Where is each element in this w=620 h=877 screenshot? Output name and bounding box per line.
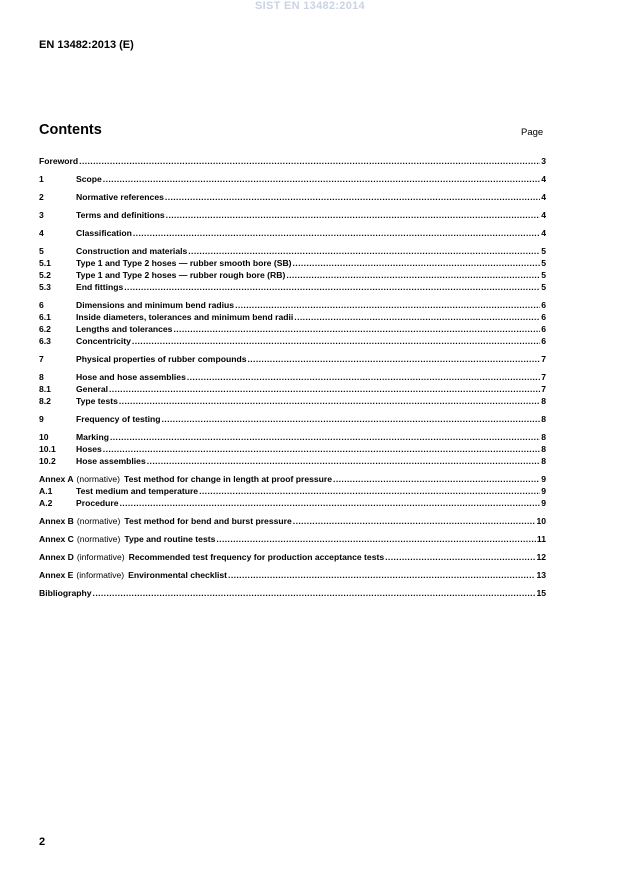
toc-annex-type: (informative) (76, 552, 125, 562)
leader-dots (188, 245, 540, 257)
toc-number: A.2 (39, 498, 53, 508)
toc-entry-8[interactable] (39, 371, 546, 383)
toc-title: Concentricity (76, 336, 131, 346)
toc-title: Recommended test frequency for production acceptance tests (128, 552, 385, 562)
toc-page: 4 (541, 210, 546, 220)
toc-number: 5.2 (39, 270, 51, 280)
toc-title: Classification (76, 228, 132, 238)
toc-page: 9 (541, 474, 546, 484)
toc-page: 4 (541, 228, 546, 238)
toc-page: 6 (541, 324, 546, 334)
leader-dots (216, 533, 536, 545)
leader-dots (93, 587, 536, 599)
toc-annex-label: Annex E (39, 570, 74, 580)
watermark: SIST EN 13482:2014 (255, 0, 365, 12)
toc-number: 6 (39, 300, 44, 310)
toc-title: Lengths and tolerances (76, 324, 173, 334)
leader-dots (235, 299, 540, 311)
toc-entry-6-3[interactable] (39, 335, 546, 347)
page-number: 2 (39, 836, 46, 848)
toc-number: 5 (39, 246, 44, 256)
toc-title: Inside diameters, tolerances and minimum bend radii (76, 312, 294, 322)
toc-title: Bibliography (39, 588, 92, 598)
toc-title: Type and routine tests (124, 534, 216, 544)
toc-entry-8-2[interactable] (39, 395, 546, 407)
toc-title: Marking (76, 432, 109, 442)
toc-entry-annex-c[interactable] (39, 533, 546, 545)
toc-title: Test method for bend and burst pressure (124, 516, 292, 526)
toc-number: 8.2 (39, 396, 51, 406)
toc-page: 8 (541, 396, 546, 406)
toc-entry-annex-e[interactable] (39, 569, 546, 581)
toc-entry-10-1[interactable] (39, 443, 546, 455)
leader-dots (385, 551, 535, 563)
toc-title: Physical properties of rubber compounds (76, 354, 247, 364)
toc-page: 11 (536, 534, 546, 544)
leader-dots (147, 455, 540, 467)
toc-page: 5 (541, 246, 546, 256)
toc-title: Scope (76, 174, 102, 184)
toc-number: 2 (39, 192, 44, 202)
toc-number: 6.3 (39, 336, 51, 346)
toc-number: 3 (39, 210, 44, 220)
toc-number: 1 (39, 174, 44, 184)
toc-title: Type 1 and Type 2 hoses — rubber rough bore (RB) (76, 270, 286, 280)
leader-dots (119, 395, 540, 407)
toc-title: Procedure (76, 498, 119, 508)
toc-number: 7 (39, 354, 44, 364)
leader-dots (333, 473, 540, 485)
toc-annex-type: (normative) (76, 534, 121, 544)
leader-dots (166, 209, 541, 221)
toc-entry-5-2[interactable] (39, 269, 546, 281)
toc-page: 10 (536, 516, 546, 526)
toc-number: 4 (39, 228, 44, 238)
leader-dots (124, 281, 540, 293)
leader-dots (293, 257, 541, 269)
toc-entry-6-2[interactable] (39, 323, 546, 335)
toc-entry-annex-b[interactable] (39, 515, 546, 527)
leader-dots (293, 515, 536, 527)
toc-annex-label: Annex D (39, 552, 74, 562)
leader-dots (132, 335, 540, 347)
leader-dots (247, 353, 540, 365)
leader-dots (162, 413, 541, 425)
toc-page: 8 (541, 456, 546, 466)
toc-entry-5[interactable] (39, 245, 546, 257)
toc-page: 6 (541, 312, 546, 322)
toc-entry-annex-d[interactable] (39, 551, 546, 563)
toc-entry-8-1[interactable] (39, 383, 546, 395)
toc-entry-4[interactable] (39, 227, 546, 239)
toc-page: 12 (536, 552, 546, 562)
toc-page: 5 (541, 282, 546, 292)
toc-page: 13 (536, 570, 546, 580)
contents-title: Contents (39, 122, 102, 138)
toc-page: 7 (541, 354, 546, 364)
toc-title: Hoses (76, 444, 102, 454)
toc-page: 9 (541, 498, 546, 508)
document-id: EN 13482:2013 (E) (39, 39, 134, 51)
toc-page: 15 (536, 588, 546, 598)
toc-entry-6[interactable] (39, 299, 546, 311)
page-column-label: Page (521, 127, 544, 138)
leader-dots (199, 485, 540, 497)
toc-title: Foreword (39, 156, 79, 166)
toc-page: 4 (541, 174, 546, 184)
toc-number: 8.1 (39, 384, 51, 394)
toc-annex-type: (normative) (76, 474, 121, 484)
toc-title: Type tests (76, 396, 118, 406)
toc-page: 8 (541, 444, 546, 454)
toc-number: 9 (39, 414, 44, 424)
toc-title: Environmental checklist (128, 570, 228, 580)
toc-annex-label: Annex B (39, 516, 74, 526)
toc-annex-type: (normative) (76, 516, 121, 526)
toc-page: 8 (541, 414, 546, 424)
toc-title: Test medium and temperature (76, 486, 199, 496)
toc-page: 8 (541, 432, 546, 442)
toc-page: 6 (541, 300, 546, 310)
toc-entry-5-3[interactable] (39, 281, 546, 293)
toc-number: 10 (39, 432, 49, 442)
toc-title: Test method for change in length at proof pressure (124, 474, 333, 484)
toc-entry-10[interactable] (39, 431, 546, 443)
toc-title: Dimensions and minimum bend radius (76, 300, 235, 310)
leader-dots (228, 569, 535, 581)
toc-number: 6.2 (39, 324, 51, 334)
toc-number: 10.1 (39, 444, 56, 454)
toc-annex-type: (informative) (76, 570, 125, 580)
leader-dots (286, 269, 540, 281)
leader-dots (187, 371, 540, 383)
toc-page: 6 (541, 336, 546, 346)
toc-entry-9[interactable] (39, 413, 546, 425)
toc-entry-a-1[interactable] (39, 485, 546, 497)
toc-title: General (76, 384, 109, 394)
leader-dots (79, 155, 540, 167)
toc-title: Hose assemblies (76, 456, 146, 466)
toc-title: Terms and definitions (76, 210, 165, 220)
toc-entry-3[interactable] (39, 209, 546, 221)
leader-dots (103, 173, 540, 185)
toc-entry-1[interactable] (39, 173, 546, 185)
toc-title: Hose and hose assemblies (76, 372, 186, 382)
toc-entry-a-2[interactable] (39, 497, 546, 509)
toc-entry-annex-a[interactable] (39, 473, 546, 485)
toc-page: 5 (541, 258, 546, 268)
toc-entry-bibliography[interactable] (39, 587, 546, 599)
toc-title: Type 1 and Type 2 hoses — rubber smooth bore (SB) (76, 258, 292, 268)
toc-entry-7[interactable] (39, 353, 546, 365)
toc-annex-label: Annex A (39, 474, 74, 484)
toc-page: 4 (541, 192, 546, 202)
leader-dots (120, 497, 541, 509)
toc-annex-label: Annex C (39, 534, 74, 544)
toc-title: Construction and materials (76, 246, 188, 256)
toc-number: 5.3 (39, 282, 51, 292)
toc-title: Normative references (76, 192, 164, 202)
toc-page: 7 (541, 372, 546, 382)
toc-entry-foreword[interactable] (39, 155, 546, 167)
toc-number: 5.1 (39, 258, 51, 268)
table-of-contents (39, 155, 546, 599)
toc-entry-2[interactable] (39, 191, 546, 203)
toc-page: 7 (541, 384, 546, 394)
toc-page: 9 (541, 486, 546, 496)
toc-page: 5 (541, 270, 546, 280)
toc-number: 6.1 (39, 312, 51, 322)
leader-dots (110, 431, 540, 443)
toc-number: A.1 (39, 486, 53, 496)
leader-dots (133, 227, 540, 239)
leader-dots (109, 383, 540, 395)
toc-entry-10-2[interactable] (39, 455, 546, 467)
toc-number: 8 (39, 372, 44, 382)
toc-title: Frequency of testing (76, 414, 161, 424)
leader-dots (173, 323, 540, 335)
toc-page: 3 (541, 156, 546, 166)
toc-entry-5-1[interactable] (39, 257, 546, 269)
toc-title: End fittings (76, 282, 124, 292)
leader-dots (103, 443, 540, 455)
leader-dots (294, 311, 540, 323)
toc-number: 10.2 (39, 456, 56, 466)
toc-entry-6-1[interactable] (39, 311, 546, 323)
leader-dots (165, 191, 540, 203)
